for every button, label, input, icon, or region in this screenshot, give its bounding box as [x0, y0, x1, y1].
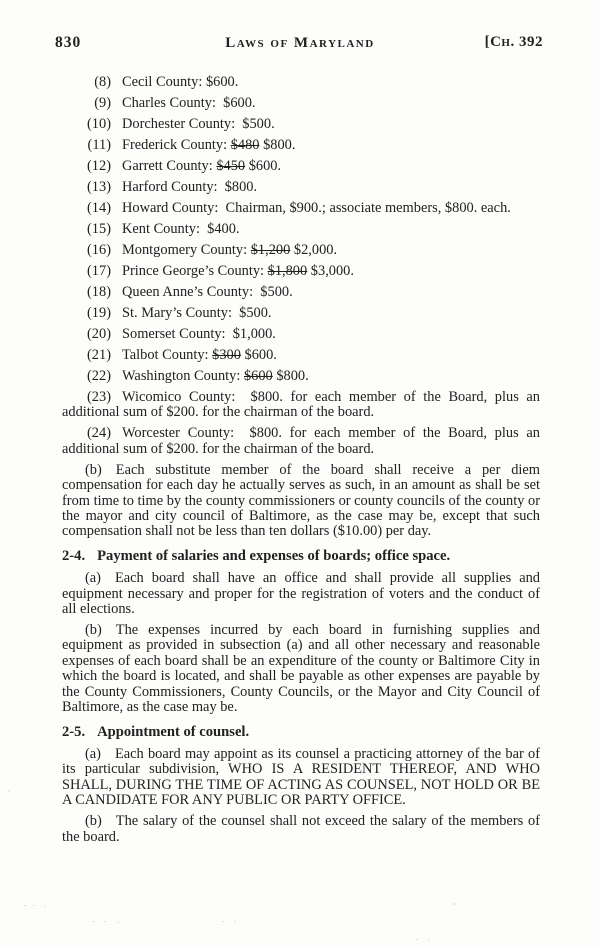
item-number: (15) [87, 221, 111, 237]
item-text: Dorchester County: $500. [122, 116, 275, 132]
item-number: (14) [87, 200, 111, 216]
item-text: Garrett County: [122, 158, 217, 174]
heading-number: 2-4. [62, 547, 86, 564]
page-title: Laws of Maryland [225, 35, 375, 51]
item-text: Frederick County: [122, 137, 231, 153]
list-item [62, 159, 540, 174]
section-heading [62, 549, 540, 564]
item-number: (11) [87, 137, 111, 153]
item-text: Washington County: [122, 368, 244, 384]
list-item [62, 348, 540, 363]
item-number: (24) [87, 425, 111, 442]
item-text: Howard County: Chairman, $900.; associate members, $800. each. [122, 200, 511, 216]
page-number: 830 [55, 34, 82, 51]
paragraph [62, 814, 540, 845]
item-number: (9) [94, 95, 111, 111]
item-number: (13) [87, 179, 111, 195]
list-item [62, 222, 540, 237]
item-number: (20) [87, 326, 111, 342]
item-text: $3,000. [307, 263, 354, 279]
item-text: Charles County: $600. [122, 95, 256, 111]
heading-text: Appointment of counsel. [97, 723, 250, 740]
content [62, 75, 540, 845]
list-item [62, 180, 540, 195]
list-item [62, 306, 540, 321]
strike-text: $1,200 [250, 242, 291, 258]
paragraph-label: (b) [85, 461, 102, 478]
item-text: Somerset County: $1,000. [122, 326, 276, 342]
chapter-reference: [Ch. 392 [484, 34, 543, 50]
strike-text: $300 [212, 347, 241, 363]
item-number: (21) [87, 347, 111, 363]
paragraph [62, 463, 540, 540]
item-text: $800. [272, 368, 309, 384]
item-text: $600. [240, 347, 277, 363]
paragraph-label: (a) [85, 570, 101, 587]
item-text: Harford County: $800. [122, 179, 258, 195]
item-text: $2,000. [290, 242, 338, 258]
list-item [62, 96, 540, 111]
list-item [62, 426, 540, 457]
item-text: Worcester County: $800. for each member of the Board, plus an additional sum of $200. for the chairman of the board. [62, 425, 540, 457]
item-text: Queen Anne’s County: $500. [122, 284, 293, 300]
list-item [62, 117, 540, 132]
strike-text: $450 [216, 158, 246, 174]
item-number: (19) [87, 305, 111, 321]
list-item [62, 390, 540, 421]
item-number: (10) [87, 116, 111, 132]
paragraph [62, 747, 540, 809]
item-text: St. Mary’s County: $500. [122, 305, 272, 321]
section-heading [62, 725, 540, 740]
paragraph-text: Each board shall have an office and shall provide all supplies and equipment necessary and proper for the registration of voters and the conduct of all elections. [62, 570, 540, 618]
item-text: Prince George’s County: [122, 263, 268, 279]
paragraph [62, 571, 540, 617]
paragraph-text: The salary of the counsel shall not exceed the salary of the members of the board. [62, 813, 540, 845]
paragraph-label: (a) [85, 745, 101, 762]
paragraph-label: (b) [85, 622, 102, 639]
list-item [62, 264, 540, 279]
list-item [62, 369, 540, 384]
heading-text: Payment of salaries and expenses of boards; office space. [97, 547, 451, 564]
list-item [62, 243, 540, 258]
paragraph-text: The expenses incurred by each board in furnishing supplies and equipment as provided in subsection (a) and all other necessary and reasonable expenses of each board shall be an expenditure of the county or Baltimore City in which the board is located, and shall be payable as other expenses are payable by the County Commissioners, County Councils, or the Mayor and City Council of Baltimore, as the case may be. [62, 622, 540, 716]
list-item [62, 285, 540, 300]
item-text: Cecil County: $600. [122, 74, 239, 90]
strike-text: $600 [243, 368, 273, 384]
list-item [62, 327, 540, 342]
item-number: (17) [87, 263, 111, 279]
list-item [62, 138, 540, 153]
item-number: (8) [94, 74, 111, 90]
paragraph-text: Each board may appoint as its counsel a practicing attorney of the bar of its particular subdivision, WHO IS A RESIDENT THEREOF, AND WHO SHALL, DURING THE TIME OF ACTING AS COUNSEL, NOT HOLD OR BE A CANDIDATE FOR ANY PUBLIC OR PARTY OFFICE. [62, 745, 540, 809]
paragraph [62, 623, 540, 715]
item-text: $600. [245, 158, 282, 174]
item-text: Montgomery County: [122, 242, 251, 258]
item-text: Wicomico County: $800. for each member of the Board, plus an additional sum of $200. for the chairman of the board. [62, 389, 540, 421]
item-number: (18) [87, 284, 111, 300]
item-text: $800. [259, 137, 296, 153]
strike-text: $1,800 [267, 263, 308, 279]
item-text: Kent County: $400. [122, 221, 240, 237]
item-number: (22) [87, 368, 111, 384]
paragraph-text: Each substitute member of the board shall receive a per diem compensation for each day he actually serves as such, in an amount as shall be set from time to time by the county commissioners or county councils of the county or the mayor and city council of Baltimore, as the case may be, except that such compensation shall not be less than ten dollars ($10.00) per day. [62, 461, 540, 540]
item-text: Talbot County: [122, 347, 213, 363]
paragraph-label: (b) [85, 813, 102, 830]
item-number: (23) [87, 389, 111, 405]
list-item [62, 75, 540, 90]
strike-text: $480 [230, 137, 260, 153]
running-head [0, 0, 600, 56]
item-number: (16) [87, 242, 111, 258]
list-item [62, 201, 540, 216]
item-number: (12) [87, 158, 111, 174]
heading-number: 2-5. [62, 723, 86, 740]
